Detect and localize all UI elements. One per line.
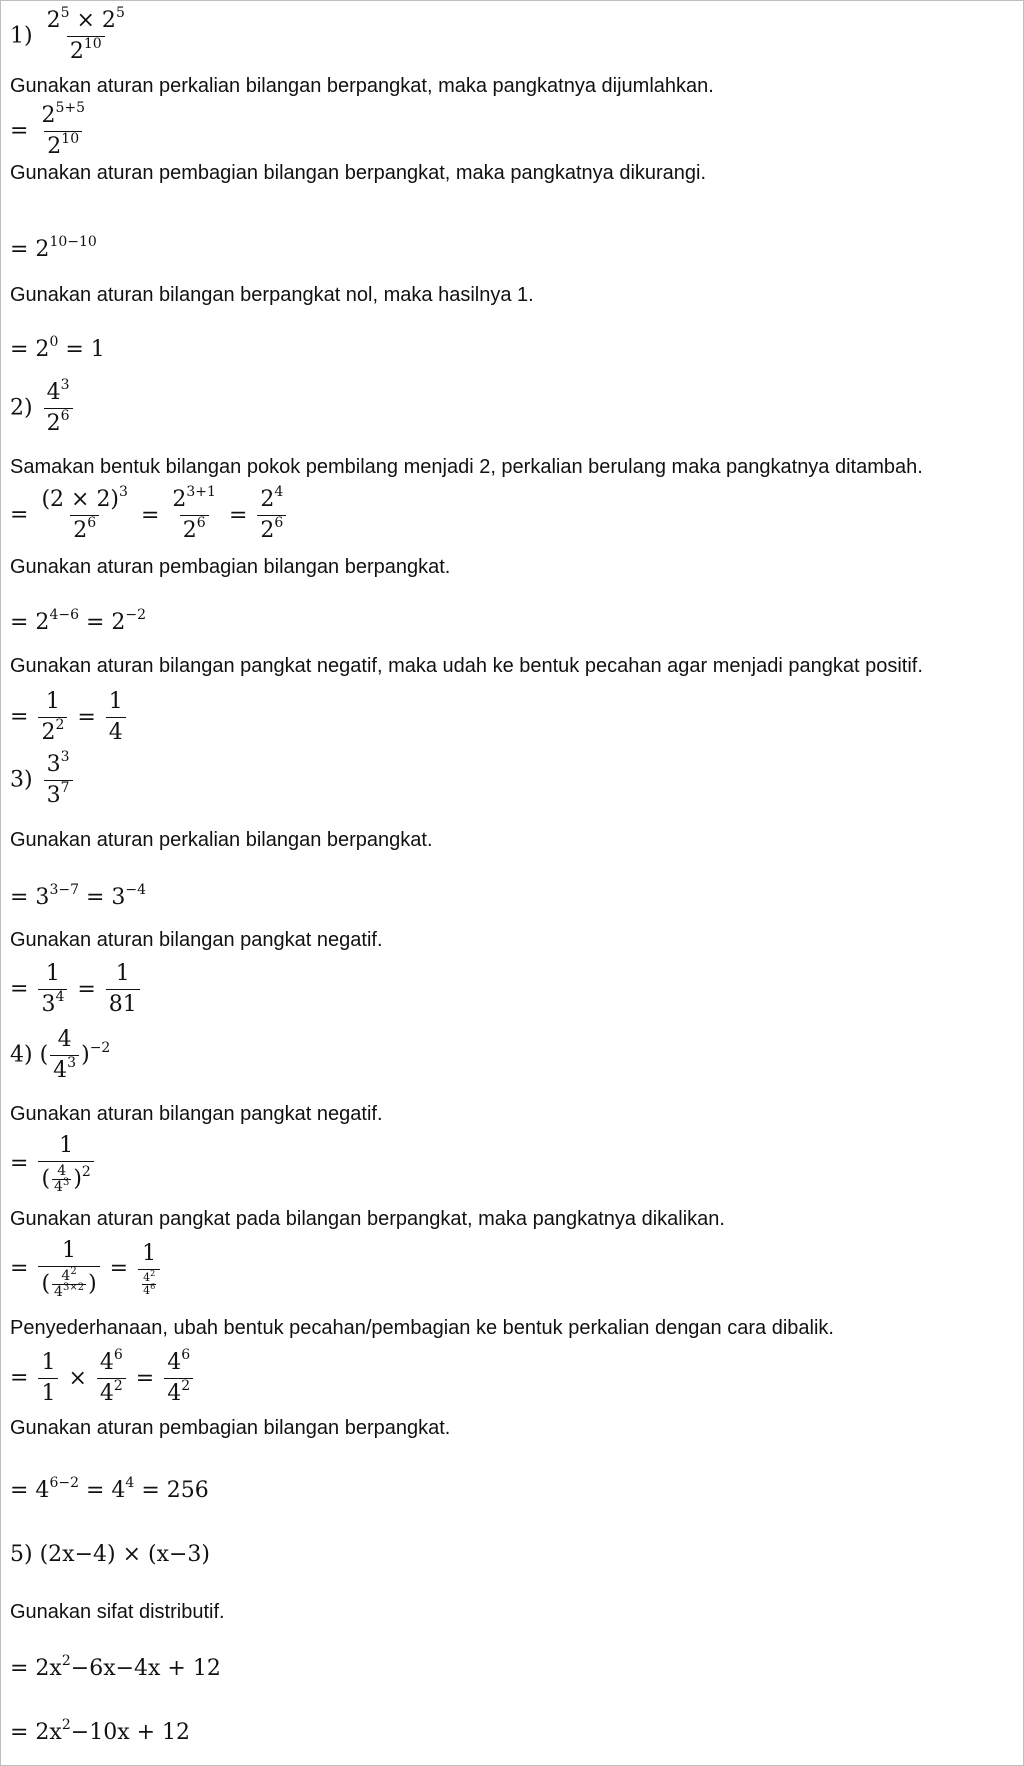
step-math: = $\frac{1}{1}$ × $\frac{4^6}{4^2}$ = $\frac{4^6}{4^2}$	[10, 1350, 197, 1407]
step-text: Gunakan aturan bilangan pangkat negatif, maka udah ke bentuk pecahan agar menjadi pangkat positif.	[10, 655, 923, 677]
step-math: = $2x^2-10x + 12$	[10, 1717, 191, 1745]
step-text: Penyederhanaan, ubah bentuk pecahan/pembagian ke bentuk perkalian dengan cara dibalik.	[10, 1317, 834, 1339]
step-math: = 1 ( $\frac{4^2}{4^{3\times 2}}$ ) = $\frac{1}{\frac{4^2}{4^6}}$	[10, 1238, 164, 1300]
step-text: Gunakan aturan bilangan pangkat negatif.	[10, 929, 383, 951]
step-text: Gunakan sifat distributif.	[10, 1601, 225, 1623]
problem-1-statement: 1) $\frac{2^5 \times 2^5}{2^{10}}$	[10, 5, 125, 64]
step-text: Gunakan aturan pembagian bilangan berpangkat, maka pangkatnya dikurangi.	[10, 162, 707, 184]
step-text: Gunakan aturan bilangan berpangkat nol, maka hasilnya 1.	[10, 284, 534, 306]
step-math: = $2^{10-10}$	[10, 234, 97, 262]
problem-4-statement: 4) ( $\frac{4}{4^3}$ )$^{-2}$	[10, 1027, 111, 1083]
step-math: = $4^{6-2} = 4^4 = 256$	[10, 1475, 209, 1503]
problem-2-statement: 2) $\frac{4^3}{2^6}$	[10, 380, 77, 437]
problem-5-statement: 5) (2x−4) × (x−3)	[10, 1542, 211, 1567]
step-math: = $2^{4-6} = 2^{-2}$	[10, 607, 147, 635]
step-text: Gunakan aturan perkalian bilangan berpangkat, maka pangkatnya dijumlahkan.	[10, 75, 714, 97]
step-text: Gunakan aturan bilangan pangkat negatif.	[10, 1103, 383, 1125]
step-math: = $\frac{2^{5+5}}{2^{10}}$	[10, 100, 85, 159]
problem-3-statement: 3) $\frac{3^3}{3^7}$	[10, 752, 77, 809]
step-math: = $\frac{(2 \times 2)^3}{2^6}$ = $\frac{2^{3+1}}{2^6}$ = $\frac{2^4}{2^6}$	[10, 487, 290, 544]
step-math: = $2x^2-6x-4x + 12$	[10, 1653, 221, 1681]
step-text: Gunakan aturan pangkat pada bilangan berpangkat, maka pangkatnya dikalikan.	[10, 1208, 725, 1230]
step-math: = $\frac{1}{2^2}$ = $\frac{1}{4}$	[10, 689, 130, 746]
step-math: = 1 ( $\frac{4}{4^3}$ )$^2$	[10, 1133, 98, 1195]
step-text: Gunakan aturan perkalian bilangan berpangkat.	[10, 829, 433, 851]
step-text: Gunakan aturan pembagian bilangan berpangkat.	[10, 556, 451, 578]
step-text: Samakan bentuk bilangan pokok pembilang menjadi 2, perkalian berulang maka pangkatnya ditambah.	[10, 456, 923, 478]
step-text: Gunakan aturan pembagian bilangan berpangkat.	[10, 1417, 451, 1439]
step-math: = $3^{3-7} = 3^{-4}$	[10, 882, 147, 910]
step-math: = $2^0 = 1$	[10, 334, 105, 362]
step-math: = $\frac{1}{3^4}$ = $\frac{1}{81}$	[10, 961, 144, 1018]
